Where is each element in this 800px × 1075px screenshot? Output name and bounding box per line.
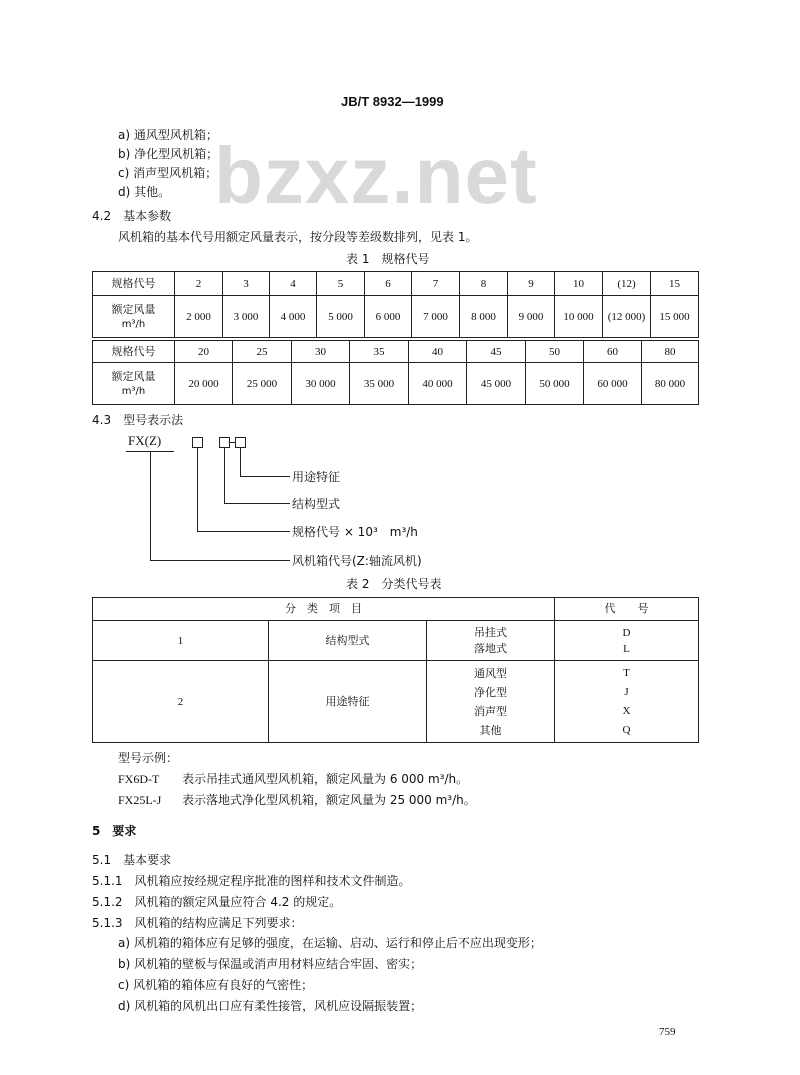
table-cell: 60 [584, 341, 642, 363]
list-item: a) 风机箱的箱体应有足够的强度，在运输、启动、运行和停止后不应出现变形； [118, 936, 542, 950]
table-cell: 60 000 [584, 363, 642, 405]
table-cell: 7 000 [412, 296, 460, 338]
row-label [93, 296, 175, 338]
table-cell: 2 [93, 661, 269, 743]
list-item: c) 消声型风机箱； [118, 166, 218, 180]
page-number: 759 [659, 1026, 676, 1038]
table-cell: 2 000 [175, 296, 223, 338]
clause: 5.1.1 风机箱应按经规定程序批准的图样和技术文件制造。 [92, 874, 411, 888]
example-text: 表示落地式净化型风机箱，额定风量为 25 000 m³/h。 [182, 793, 476, 807]
table-cell [427, 661, 555, 743]
code-text: X [622, 704, 631, 717]
unit-label: m³/h [121, 385, 146, 397]
table-cell: 20 000 [175, 363, 233, 405]
flow-label: 额定风量 [111, 302, 156, 316]
table-cell: 6 [365, 272, 412, 296]
purpose-box [235, 437, 246, 448]
table-cell: 15 000 [651, 296, 699, 338]
model-code: FX(Z) [128, 433, 162, 448]
table-caption: 表 1 规格代号 [346, 252, 430, 266]
table-cell: 80 [642, 341, 699, 363]
section-heading: 4.3 型号表示法 [92, 413, 184, 427]
unit-label: m³/h [121, 318, 146, 330]
table-cell: 5 [317, 272, 365, 296]
spec-code-table-part2 [92, 340, 699, 405]
example-line [118, 791, 476, 808]
watermark: bzxz.net [214, 131, 538, 220]
list-item: d) 风机箱的风机出口应有柔性接管，风机应设隔振装置； [118, 999, 423, 1013]
list-item: b) 净化型风机箱； [118, 147, 219, 161]
table-cell: 用途特征 [269, 661, 427, 743]
code-text: D [622, 626, 631, 639]
table-caption: 表 2 分类代号表 [346, 577, 442, 591]
code-text: L [623, 642, 630, 655]
table-cell: 25 [233, 341, 292, 363]
classification-list [118, 126, 218, 202]
table-cell: 25 000 [233, 363, 292, 405]
flow-label: 额定风量 [111, 369, 156, 383]
clause: 5.1.2 风机箱的额定风量应符合 4.2 的规定。 [92, 895, 342, 909]
table-cell: 40 000 [409, 363, 467, 405]
cabinet-code-label: 风机箱代号(Z:轴流风机) [292, 554, 422, 568]
table-cell: 20 [175, 341, 233, 363]
item-text: 落地式 [474, 641, 507, 655]
standard-number: JB/T 8932—1999 [341, 94, 444, 109]
structure-box [219, 437, 230, 448]
list-item: b) 风机箱的壁板与保温或消声用材料应结合牢固、密实； [118, 957, 423, 971]
table-cell: 8 000 [460, 296, 508, 338]
table-cell: 50 000 [526, 363, 584, 405]
table-cell: 45 [467, 341, 526, 363]
table-cell: 35 [350, 341, 409, 363]
table-cell: 7 [412, 272, 460, 296]
spec-code-table-part1 [92, 271, 699, 338]
item-text: 净化型 [474, 685, 507, 699]
table-cell: 30 [292, 341, 350, 363]
table-cell: 2 [175, 272, 223, 296]
item-text: 通风型 [474, 666, 507, 680]
table-cell: 45 000 [467, 363, 526, 405]
example-code: FX6D-T [118, 772, 160, 786]
table-cell: 50 [526, 341, 584, 363]
row-label: 规格代号 [93, 272, 175, 296]
table-cell: (12) [603, 272, 651, 296]
examples-title: 型号示例： [118, 751, 179, 765]
spec-code-label: 规格代号 × 10³ m³/h [292, 525, 418, 539]
table-cell: 15 [651, 272, 699, 296]
header-cell: 代 号 [555, 598, 699, 621]
classification-table [92, 597, 699, 743]
list-item: c) 风机箱的箱体应有良好的气密性； [118, 978, 314, 992]
purpose-label: 用途特征 [292, 470, 341, 484]
section-heading: 5 要求 [92, 824, 137, 838]
list-item: d) 其他。 [118, 185, 171, 199]
spec-code-box [192, 437, 203, 448]
table-cell: 4 000 [270, 296, 317, 338]
table-cell: 结构型式 [269, 621, 427, 661]
table-cell: 40 [409, 341, 467, 363]
table-cell: 4 [270, 272, 317, 296]
table-cell: 8 [460, 272, 508, 296]
row-label: 规格代号 [93, 341, 175, 363]
code-text: J [624, 685, 629, 698]
item-text: 其他 [479, 723, 502, 737]
table-cell: 80 000 [642, 363, 699, 405]
table-cell: 3 [223, 272, 270, 296]
table-cell: 30 000 [292, 363, 350, 405]
code-text: Q [622, 723, 631, 736]
table-cell: 5 000 [317, 296, 365, 338]
table-cell [555, 661, 699, 743]
subsection-heading: 5.1 基本要求 [92, 853, 172, 867]
table-cell: 9 [508, 272, 555, 296]
table-cell: 9 000 [508, 296, 555, 338]
table-cell [427, 621, 555, 661]
row-label [93, 363, 175, 405]
table-cell: (12 000) [603, 296, 651, 338]
table-cell: 3 000 [223, 296, 270, 338]
section-heading: 4.2 基本参数 [92, 209, 172, 223]
example-text: 表示吊挂式通风型风机箱，额定风量为 6 000 m³/h。 [182, 772, 469, 786]
table-cell: 1 [93, 621, 269, 661]
item-text: 消声型 [474, 704, 507, 718]
list-item: a) 通风型风机箱； [118, 128, 218, 142]
table-cell: 6 000 [365, 296, 412, 338]
paragraph: 风机箱的基本代号用额定风量表示，按分段等差级数排列，见表 1。 [118, 230, 478, 244]
example-code: FX25L-J [118, 793, 162, 807]
table-cell: 10 000 [555, 296, 603, 338]
example-line [118, 770, 468, 787]
clause: 5.1.3 风机箱的结构应满足下列要求： [92, 916, 303, 930]
table-cell [555, 621, 699, 661]
table-cell: 35 000 [350, 363, 409, 405]
item-text: 吊挂式 [474, 625, 507, 639]
header-cell: 分 类 项 目 [93, 598, 555, 621]
table-cell: 10 [555, 272, 603, 296]
requirements-list [118, 933, 542, 1017]
code-text: T [623, 666, 630, 679]
structure-label: 结构型式 [292, 497, 341, 511]
